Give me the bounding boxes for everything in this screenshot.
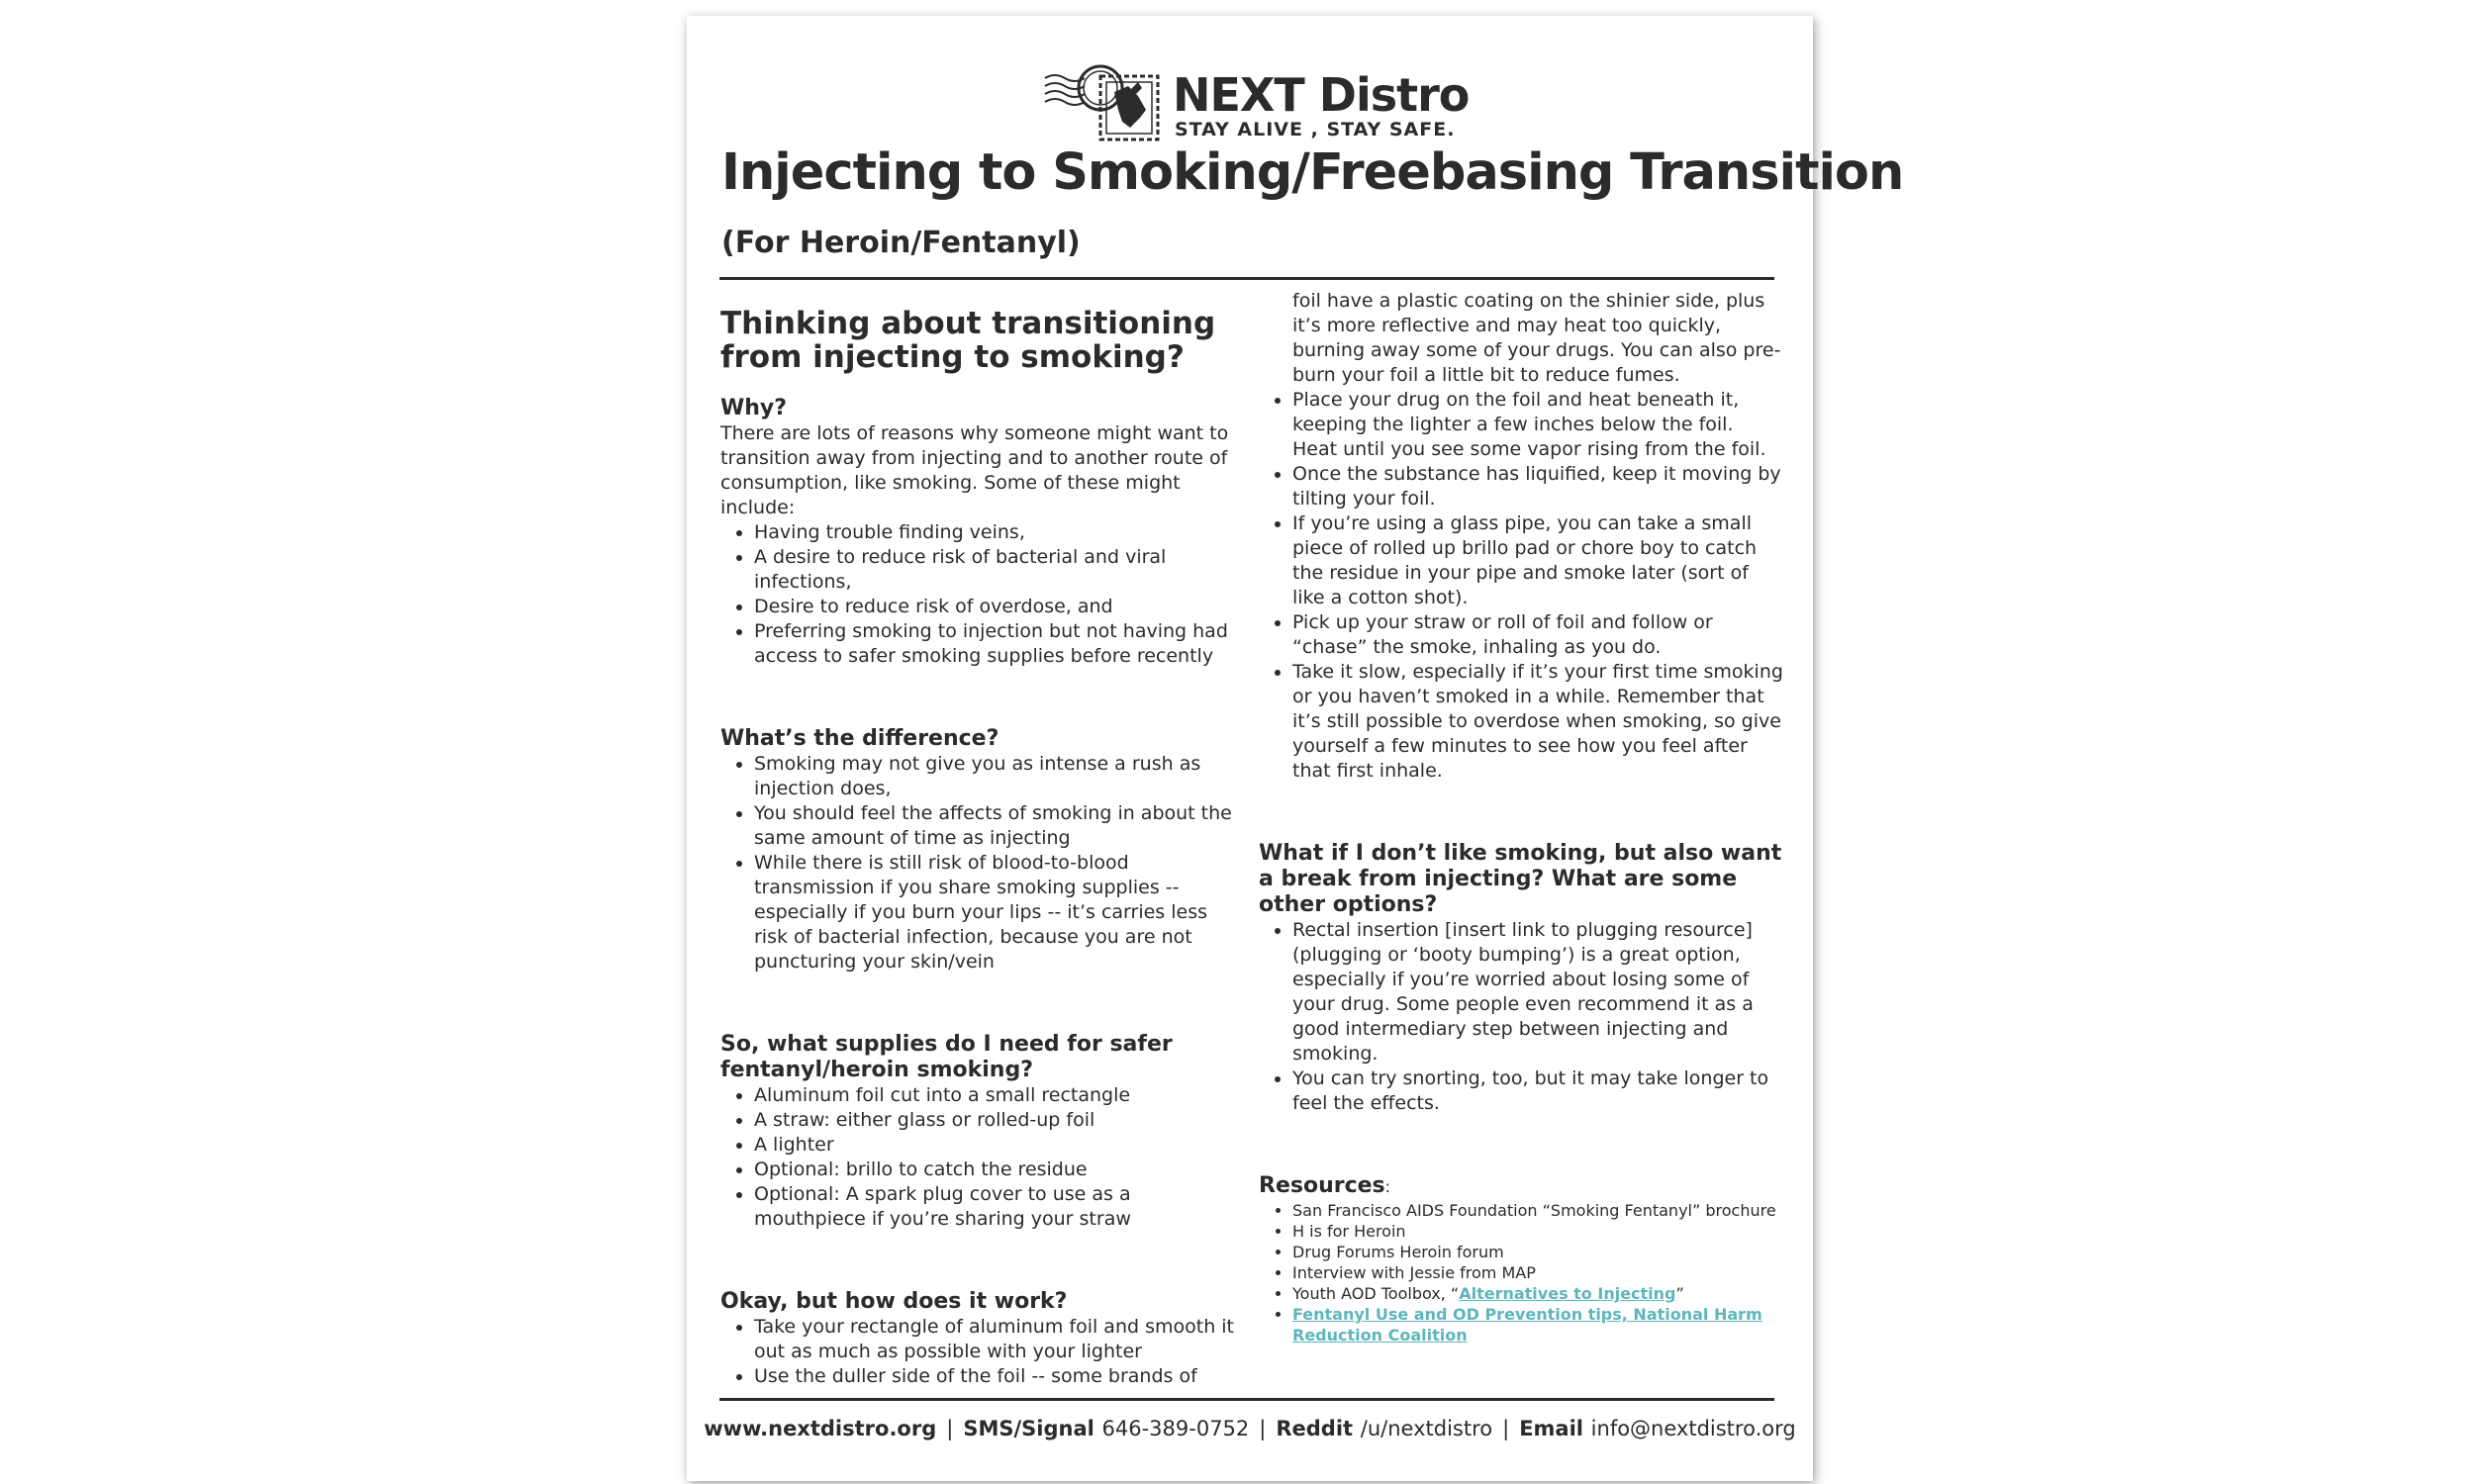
- section-options: [1259, 841, 1783, 1116]
- list-item: • Place your drug on the foil and heat beneath it, keeping the lighter a few inches below the foil. Heat until you see some vapor rising from the foil.: [1292, 388, 1783, 462]
- brand-name: NEXT Distro: [1173, 68, 1470, 122]
- list-item: • Use the duller side of the foil -- some brands of: [754, 1364, 1245, 1389]
- document-page: [687, 16, 1904, 1481]
- footer-sms-value: 646-389-0752: [1101, 1417, 1250, 1440]
- header-divider: [719, 277, 1774, 280]
- footer-sms-label: SMS/Signal: [963, 1417, 1094, 1440]
- list-item: • Rectal insertion [insert link to plugging resource] (plugging or ‘booty bumping’) is a great option, especially if you’re worried about losing some of your drug. Some people even recommend it as a good intermediary step between injecting and smoking.: [1292, 918, 1783, 1067]
- brand-tagline: STAY ALIVE , STAY SAFE.: [1175, 119, 1456, 140]
- list-item: • A desire to reduce risk of bacterial and viral infections,: [754, 545, 1245, 595]
- section-supplies: [720, 1032, 1245, 1232]
- right-column: [1259, 289, 1783, 1345]
- list-item: • Smoking may not give you as intense a rush as injection does,: [754, 752, 1245, 801]
- stamp-logo-icon: [1043, 62, 1168, 141]
- supplies-list: [720, 1083, 1245, 1232]
- resources-colon: :: [1384, 1177, 1391, 1196]
- list-item: • Drug Forums Heroin forum: [1292, 1242, 1783, 1262]
- section-difference: [720, 726, 1245, 974]
- footer-separator: |: [1259, 1417, 1267, 1440]
- list-item: • Take it slow, especially if it’s your first time smoking or you haven’t smoked in a while. Remember that it’s still possible to overdose when smoking, so give yourself a few minutes to see how you feel after that first inhale.: [1292, 660, 1783, 784]
- section-resources: [1259, 1173, 1783, 1345]
- footer-divider: [719, 1398, 1774, 1401]
- list-item: • Optional: A spark plug cover to use as a mouthpiece if you’re sharing your straw: [754, 1182, 1245, 1232]
- how-steps-continued: [1259, 289, 1783, 784]
- nhrc-fentanyl-link[interactable]: Fentanyl Use and OD Prevention tips, National Harm Reduction Coalition: [1292, 1305, 1762, 1345]
- why-list: [720, 520, 1245, 669]
- list-item: • If you’re using a glass pipe, you can take a small piece of rolled up brillo pad or chore boy to catch the residue in your pipe and smoke later (sort of like a cotton shot).: [1292, 511, 1783, 610]
- document-title: Injecting to Smoking/Freebasing Transition: [721, 143, 1904, 202]
- alternatives-to-injecting-link[interactable]: Alternatives to Injecting: [1459, 1284, 1676, 1303]
- difference-heading: What’s the difference?: [720, 726, 999, 751]
- list-item: • While there is still risk of blood-to-blood transmission if you share smoking supplies -- especially if you burn your lips -- it’s carries less risk of bacterial infection, because you are not puncturing your skin/vein: [754, 851, 1245, 974]
- youth-prefix: Youth AOD Toolbox, “: [1292, 1284, 1460, 1303]
- list-item: • Once the substance has liquified, keep it moving by tilting your foil.: [1292, 462, 1783, 511]
- document-subtitle: (For Heroin/Fentanyl): [721, 226, 1081, 260]
- footer-email-label: Email: [1519, 1417, 1583, 1440]
- resources-heading: [1259, 1173, 1783, 1200]
- section-why: [720, 396, 1245, 669]
- list-item: • You should feel the affects of smoking in about the same amount of time as injecting: [754, 801, 1245, 851]
- resources-list: [1259, 1200, 1783, 1345]
- list-item: [1292, 1304, 1783, 1345]
- how-list: [720, 1315, 1245, 1389]
- resources-heading-text: Resources: [1259, 1173, 1385, 1198]
- list-item: • A lighter: [754, 1133, 1245, 1158]
- left-column: [720, 289, 1245, 1389]
- list-item: [1292, 1283, 1783, 1304]
- footer-email-value[interactable]: info@nextdistro.org: [1590, 1417, 1796, 1440]
- main-question-heading: Thinking about transitioning from injecting to smoking?: [720, 306, 1216, 375]
- footer-reddit-value: /u/nextdistro: [1360, 1417, 1493, 1440]
- list-item: • Preferring smoking to injection but not having had access to safer smoking supplies before recently: [754, 619, 1245, 669]
- footer-contacts: [687, 1417, 1813, 1440]
- list-item: • Desire to reduce risk of overdose, and: [754, 595, 1245, 619]
- list-item: • You can try snorting, too, but it may take longer to feel the effects.: [1292, 1067, 1783, 1116]
- list-item: • Take your rectangle of aluminum foil and smooth it out as much as possible with your lighter: [754, 1315, 1245, 1364]
- list-item: • H is for Heroin: [1292, 1221, 1783, 1242]
- difference-list: [720, 752, 1245, 974]
- why-intro: There are lots of reasons why someone might want to transition away from injecting and to another route of consumption, like smoking. Some of these might include:: [720, 422, 1229, 518]
- how-heading: Okay, but how does it work?: [720, 1289, 1068, 1314]
- footer-reddit-label: Reddit: [1276, 1417, 1354, 1440]
- list-item: • Optional: brillo to catch the residue: [754, 1158, 1245, 1182]
- supplies-heading: So, what supplies do I need for safer fentanyl/heroin smoking?: [720, 1032, 1173, 1082]
- footer-separator: |: [1502, 1417, 1510, 1440]
- list-item: • Aluminum foil cut into a small rectangle: [754, 1083, 1245, 1108]
- youth-suffix: ”: [1675, 1284, 1684, 1303]
- options-list: [1259, 918, 1783, 1116]
- list-item: • San Francisco AIDS Foundation “Smoking Fentanyl” brochure: [1292, 1200, 1783, 1221]
- list-item: • Interview with Jessie from MAP: [1292, 1262, 1783, 1283]
- footer-website[interactable]: www.nextdistro.org: [704, 1417, 937, 1440]
- options-heading: What if I don’t like smoking, but also want a break from injecting? What are some other options?: [1259, 841, 1782, 917]
- list-item: • Having trouble finding veins,: [754, 520, 1245, 545]
- list-item: • A straw: either glass or rolled-up foil: [754, 1108, 1245, 1133]
- footer-separator: |: [946, 1417, 954, 1440]
- section-how: [720, 1289, 1245, 1389]
- list-item: • Pick up your straw or roll of foil and follow or “chase” the smoke, inhaling as you do.: [1292, 610, 1783, 660]
- logo: [1043, 52, 1478, 149]
- list-item-continued: foil have a plastic coating on the shinier side, plus it’s more reflective and may heat too quickly, burning away some of your drugs. You can also pre-burn your foil a little bit to reduce fumes.: [1292, 290, 1781, 386]
- why-heading: Why?: [720, 396, 788, 420]
